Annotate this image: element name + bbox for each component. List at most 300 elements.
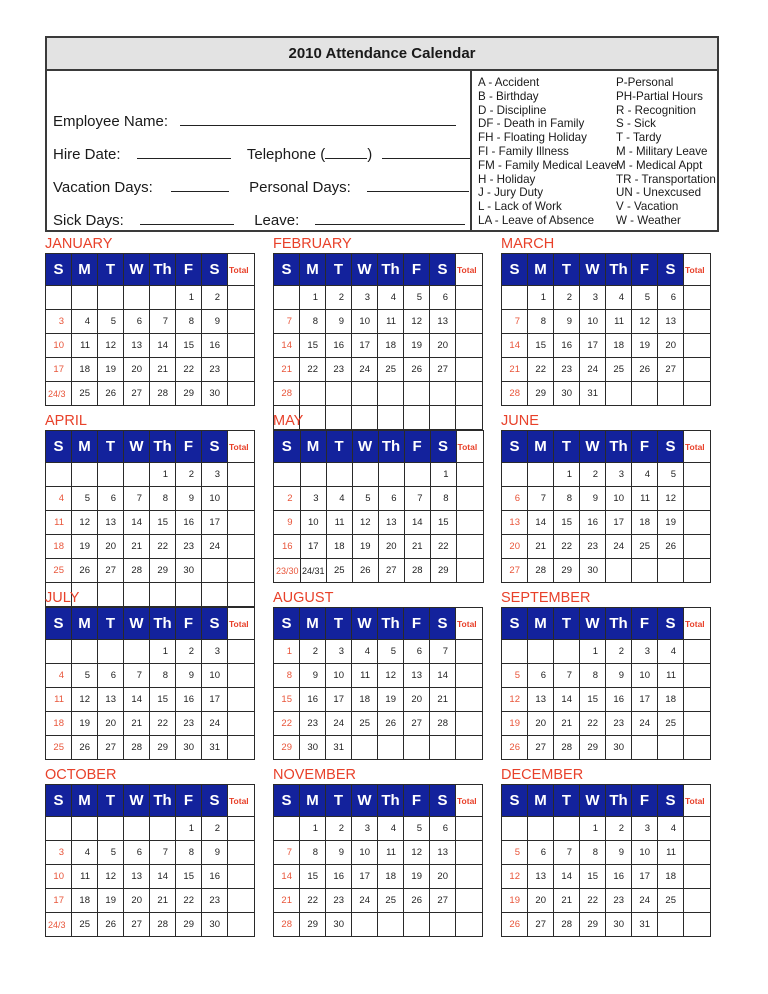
day-cell[interactable]: 10 <box>580 310 606 334</box>
day-cell[interactable]: 28 <box>150 382 176 406</box>
day-cell[interactable]: 24 <box>202 712 228 736</box>
day-cell[interactable]: 24 <box>632 712 658 736</box>
day-cell[interactable]: 12 <box>658 487 684 511</box>
day-cell[interactable] <box>554 817 580 841</box>
day-cell[interactable] <box>502 286 528 310</box>
day-cell[interactable]: 17 <box>352 334 378 358</box>
day-cell[interactable] <box>528 817 554 841</box>
day-cell[interactable]: 23 <box>300 712 326 736</box>
week-total-cell[interactable] <box>456 535 483 559</box>
day-cell[interactable]: 15 <box>580 865 606 889</box>
day-cell[interactable]: 13 <box>528 688 554 712</box>
day-cell[interactable] <box>300 382 326 406</box>
week-total-cell[interactable] <box>456 463 483 487</box>
day-cell[interactable]: 22 <box>528 358 554 382</box>
day-cell[interactable]: 19 <box>98 358 124 382</box>
day-cell[interactable]: 16 <box>326 334 352 358</box>
day-cell[interactable]: 12 <box>98 334 124 358</box>
day-cell[interactable]: 19 <box>352 535 378 559</box>
day-cell[interactable]: 16 <box>202 865 228 889</box>
day-cell[interactable] <box>202 583 228 607</box>
day-cell[interactable]: 11 <box>46 688 72 712</box>
hire-date-field[interactable] <box>137 144 231 159</box>
day-cell[interactable]: 3 <box>46 310 72 334</box>
day-cell[interactable]: 30 <box>202 913 228 937</box>
week-total-cell[interactable] <box>228 688 255 712</box>
day-cell[interactable]: 11 <box>606 310 632 334</box>
day-cell[interactable]: 28 <box>554 913 580 937</box>
day-cell[interactable]: 16 <box>580 511 606 535</box>
day-cell[interactable]: 2 <box>606 817 632 841</box>
day-cell[interactable]: 19 <box>502 889 528 913</box>
day-cell[interactable]: 20 <box>378 535 404 559</box>
day-cell[interactable]: 23/30 <box>274 559 301 583</box>
day-cell[interactable]: 3 <box>300 487 326 511</box>
day-cell[interactable]: 22 <box>554 535 580 559</box>
day-cell[interactable]: 7 <box>124 487 150 511</box>
day-cell[interactable]: 7 <box>150 841 176 865</box>
day-cell[interactable]: 5 <box>72 487 98 511</box>
week-total-cell[interactable] <box>684 382 711 406</box>
day-cell[interactable]: 29 <box>150 559 176 583</box>
day-cell[interactable]: 1 <box>554 463 580 487</box>
day-cell[interactable]: 29 <box>430 559 456 583</box>
day-cell[interactable]: 21 <box>150 889 176 913</box>
day-cell[interactable]: 30 <box>176 559 202 583</box>
day-cell[interactable]: 17 <box>46 889 72 913</box>
day-cell[interactable]: 31 <box>326 736 352 760</box>
day-cell[interactable]: 2 <box>606 640 632 664</box>
day-cell[interactable]: 5 <box>658 463 684 487</box>
day-cell[interactable]: 16 <box>274 535 301 559</box>
day-cell[interactable]: 8 <box>150 664 176 688</box>
day-cell[interactable]: 15 <box>554 511 580 535</box>
day-cell[interactable]: 13 <box>502 511 528 535</box>
day-cell[interactable] <box>430 406 456 430</box>
day-cell[interactable]: 14 <box>124 511 150 535</box>
day-cell[interactable]: 14 <box>150 334 176 358</box>
day-cell[interactable]: 7 <box>274 841 300 865</box>
day-cell[interactable]: 4 <box>72 310 98 334</box>
week-total-cell[interactable] <box>684 736 711 760</box>
day-cell[interactable]: 6 <box>430 817 456 841</box>
week-total-cell[interactable] <box>456 841 483 865</box>
day-cell[interactable]: 22 <box>176 358 202 382</box>
day-cell[interactable]: 9 <box>202 310 228 334</box>
day-cell[interactable]: 17 <box>580 334 606 358</box>
day-cell[interactable]: 23 <box>202 358 228 382</box>
day-cell[interactable]: 17 <box>352 865 378 889</box>
day-cell[interactable]: 21 <box>404 535 430 559</box>
week-total-cell[interactable] <box>456 334 483 358</box>
day-cell[interactable]: 28 <box>430 712 456 736</box>
day-cell[interactable]: 21 <box>274 889 300 913</box>
day-cell[interactable]: 14 <box>430 664 456 688</box>
day-cell[interactable]: 4 <box>46 664 72 688</box>
week-total-cell[interactable] <box>228 817 255 841</box>
day-cell[interactable]: 13 <box>430 310 456 334</box>
day-cell[interactable]: 22 <box>274 712 300 736</box>
day-cell[interactable]: 7 <box>404 487 430 511</box>
day-cell[interactable]: 17 <box>326 688 352 712</box>
day-cell[interactable]: 26 <box>404 358 430 382</box>
day-cell[interactable]: 14 <box>274 334 300 358</box>
day-cell[interactable]: 8 <box>300 310 326 334</box>
day-cell[interactable]: 10 <box>202 487 228 511</box>
week-total-cell[interactable] <box>684 334 711 358</box>
day-cell[interactable] <box>430 382 456 406</box>
day-cell[interactable]: 12 <box>98 865 124 889</box>
day-cell[interactable]: 2 <box>554 286 580 310</box>
day-cell[interactable]: 4 <box>606 286 632 310</box>
day-cell[interactable]: 2 <box>176 463 202 487</box>
day-cell[interactable]: 2 <box>274 487 301 511</box>
day-cell[interactable]: 20 <box>430 334 456 358</box>
day-cell[interactable]: 21 <box>150 358 176 382</box>
day-cell[interactable] <box>150 583 176 607</box>
day-cell[interactable]: 9 <box>606 664 632 688</box>
day-cell[interactable]: 3 <box>580 286 606 310</box>
day-cell[interactable]: 31 <box>632 913 658 937</box>
day-cell[interactable] <box>378 406 404 430</box>
week-total-cell[interactable] <box>684 664 711 688</box>
week-total-cell[interactable] <box>228 913 255 937</box>
day-cell[interactable]: 14 <box>528 511 554 535</box>
day-cell[interactable]: 21 <box>528 535 554 559</box>
week-total-cell[interactable] <box>456 382 483 406</box>
day-cell[interactable]: 18 <box>378 865 404 889</box>
day-cell[interactable]: 7 <box>554 841 580 865</box>
day-cell[interactable] <box>274 817 300 841</box>
day-cell[interactable]: 12 <box>378 664 404 688</box>
day-cell[interactable] <box>352 406 378 430</box>
day-cell[interactable]: 9 <box>554 310 580 334</box>
week-total-cell[interactable] <box>456 511 483 535</box>
week-total-cell[interactable] <box>456 688 483 712</box>
day-cell[interactable]: 12 <box>352 511 378 535</box>
day-cell[interactable]: 17 <box>632 865 658 889</box>
day-cell[interactable] <box>300 406 326 430</box>
day-cell[interactable]: 26 <box>72 736 98 760</box>
day-cell[interactable]: 15 <box>150 511 176 535</box>
day-cell[interactable]: 29 <box>300 913 326 937</box>
day-cell[interactable]: 26 <box>98 382 124 406</box>
day-cell[interactable]: 3 <box>606 463 632 487</box>
day-cell[interactable]: 12 <box>404 310 430 334</box>
week-total-cell[interactable] <box>228 358 255 382</box>
day-cell[interactable]: 26 <box>632 358 658 382</box>
day-cell[interactable]: 14 <box>404 511 430 535</box>
day-cell[interactable]: 4 <box>658 640 684 664</box>
day-cell[interactable]: 15 <box>176 334 202 358</box>
day-cell[interactable]: 17 <box>300 535 326 559</box>
day-cell[interactable]: 12 <box>72 511 98 535</box>
day-cell[interactable]: 9 <box>274 511 301 535</box>
day-cell[interactable] <box>352 382 378 406</box>
day-cell[interactable]: 19 <box>658 511 684 535</box>
day-cell[interactable]: 18 <box>632 511 658 535</box>
day-cell[interactable]: 13 <box>124 334 150 358</box>
day-cell[interactable]: 9 <box>176 487 202 511</box>
day-cell[interactable]: 8 <box>274 664 300 688</box>
day-cell[interactable]: 25 <box>658 889 684 913</box>
day-cell[interactable]: 3 <box>352 286 378 310</box>
day-cell[interactable]: 19 <box>378 688 404 712</box>
day-cell[interactable]: 8 <box>554 487 580 511</box>
day-cell[interactable]: 29 <box>150 736 176 760</box>
day-cell[interactable]: 6 <box>528 664 554 688</box>
day-cell[interactable]: 21 <box>430 688 456 712</box>
day-cell[interactable]: 10 <box>326 664 352 688</box>
day-cell[interactable]: 30 <box>606 913 632 937</box>
day-cell[interactable]: 14 <box>274 865 300 889</box>
employee-name-field[interactable] <box>180 111 456 126</box>
day-cell[interactable]: 22 <box>300 358 326 382</box>
day-cell[interactable] <box>632 559 658 583</box>
day-cell[interactable] <box>378 382 404 406</box>
day-cell[interactable]: 20 <box>404 688 430 712</box>
day-cell[interactable]: 23 <box>580 535 606 559</box>
day-cell[interactable]: 18 <box>606 334 632 358</box>
day-cell[interactable] <box>150 286 176 310</box>
day-cell[interactable]: 4 <box>46 487 72 511</box>
day-cell[interactable]: 1 <box>528 286 554 310</box>
day-cell[interactable] <box>98 463 124 487</box>
day-cell[interactable]: 6 <box>124 841 150 865</box>
week-total-cell[interactable] <box>456 865 483 889</box>
day-cell[interactable]: 1 <box>300 817 326 841</box>
week-total-cell[interactable] <box>684 913 711 937</box>
day-cell[interactable]: 15 <box>176 865 202 889</box>
day-cell[interactable] <box>176 583 202 607</box>
day-cell[interactable] <box>300 463 326 487</box>
week-total-cell[interactable] <box>228 841 255 865</box>
day-cell[interactable]: 28 <box>274 913 300 937</box>
week-total-cell[interactable] <box>456 310 483 334</box>
day-cell[interactable]: 21 <box>274 358 300 382</box>
day-cell[interactable] <box>72 640 98 664</box>
day-cell[interactable]: 22 <box>150 535 176 559</box>
day-cell[interactable]: 25 <box>352 712 378 736</box>
day-cell[interactable]: 6 <box>430 286 456 310</box>
day-cell[interactable]: 23 <box>606 712 632 736</box>
day-cell[interactable]: 20 <box>124 358 150 382</box>
week-total-cell[interactable] <box>228 286 255 310</box>
day-cell[interactable] <box>404 382 430 406</box>
week-total-cell[interactable] <box>684 511 711 535</box>
day-cell[interactable]: 26 <box>378 712 404 736</box>
day-cell[interactable] <box>404 913 430 937</box>
day-cell[interactable]: 14 <box>554 688 580 712</box>
day-cell[interactable]: 12 <box>632 310 658 334</box>
day-cell[interactable]: 18 <box>72 889 98 913</box>
day-cell[interactable]: 25 <box>72 382 98 406</box>
week-total-cell[interactable] <box>456 913 483 937</box>
day-cell[interactable]: 2 <box>300 640 326 664</box>
day-cell[interactable] <box>124 817 150 841</box>
day-cell[interactable]: 16 <box>326 865 352 889</box>
day-cell[interactable]: 26 <box>502 736 528 760</box>
day-cell[interactable]: 5 <box>352 487 378 511</box>
day-cell[interactable]: 3 <box>326 640 352 664</box>
day-cell[interactable]: 10 <box>632 664 658 688</box>
week-total-cell[interactable] <box>456 286 483 310</box>
day-cell[interactable]: 27 <box>430 358 456 382</box>
day-cell[interactable]: 7 <box>554 664 580 688</box>
day-cell[interactable]: 12 <box>502 688 528 712</box>
week-total-cell[interactable] <box>684 817 711 841</box>
day-cell[interactable]: 6 <box>98 487 124 511</box>
day-cell[interactable]: 10 <box>300 511 326 535</box>
day-cell[interactable]: 18 <box>46 535 72 559</box>
day-cell[interactable]: 6 <box>528 841 554 865</box>
day-cell[interactable]: 1 <box>176 817 202 841</box>
week-total-cell[interactable] <box>228 334 255 358</box>
day-cell[interactable]: 24 <box>606 535 632 559</box>
day-cell[interactable] <box>658 382 684 406</box>
day-cell[interactable]: 18 <box>326 535 352 559</box>
week-total-cell[interactable] <box>684 841 711 865</box>
day-cell[interactable]: 19 <box>404 865 430 889</box>
day-cell[interactable] <box>502 817 528 841</box>
day-cell[interactable] <box>632 736 658 760</box>
day-cell[interactable]: 26 <box>502 913 528 937</box>
day-cell[interactable] <box>326 406 352 430</box>
day-cell[interactable]: 5 <box>378 640 404 664</box>
day-cell[interactable]: 7 <box>124 664 150 688</box>
day-cell[interactable]: 24/31 <box>300 559 326 583</box>
day-cell[interactable] <box>124 583 150 607</box>
day-cell[interactable]: 24 <box>202 535 228 559</box>
day-cell[interactable]: 19 <box>502 712 528 736</box>
day-cell[interactable]: 15 <box>300 334 326 358</box>
day-cell[interactable] <box>352 913 378 937</box>
day-cell[interactable] <box>326 382 352 406</box>
day-cell[interactable]: 14 <box>124 688 150 712</box>
day-cell[interactable]: 21 <box>124 535 150 559</box>
day-cell[interactable]: 23 <box>176 712 202 736</box>
day-cell[interactable]: 8 <box>528 310 554 334</box>
day-cell[interactable]: 11 <box>352 664 378 688</box>
day-cell[interactable]: 10 <box>352 310 378 334</box>
day-cell[interactable]: 9 <box>606 841 632 865</box>
day-cell[interactable]: 4 <box>632 463 658 487</box>
day-cell[interactable]: 2 <box>580 463 606 487</box>
day-cell[interactable]: 28 <box>274 382 300 406</box>
day-cell[interactable]: 20 <box>502 535 528 559</box>
day-cell[interactable]: 11 <box>378 841 404 865</box>
day-cell[interactable]: 10 <box>352 841 378 865</box>
day-cell[interactable]: 22 <box>300 889 326 913</box>
day-cell[interactable]: 6 <box>378 487 404 511</box>
week-total-cell[interactable] <box>228 712 255 736</box>
day-cell[interactable]: 1 <box>150 640 176 664</box>
day-cell[interactable]: 21 <box>502 358 528 382</box>
day-cell[interactable] <box>632 382 658 406</box>
day-cell[interactable]: 25 <box>326 559 352 583</box>
day-cell[interactable] <box>430 736 456 760</box>
day-cell[interactable]: 18 <box>378 334 404 358</box>
week-total-cell[interactable] <box>684 310 711 334</box>
day-cell[interactable]: 11 <box>378 310 404 334</box>
week-total-cell[interactable] <box>456 889 483 913</box>
day-cell[interactable] <box>554 640 580 664</box>
day-cell[interactable]: 23 <box>176 535 202 559</box>
day-cell[interactable]: 18 <box>46 712 72 736</box>
week-total-cell[interactable] <box>684 688 711 712</box>
day-cell[interactable]: 29 <box>274 736 300 760</box>
week-total-cell[interactable] <box>456 736 483 760</box>
day-cell[interactable]: 12 <box>502 865 528 889</box>
day-cell[interactable]: 13 <box>98 688 124 712</box>
week-total-cell[interactable] <box>684 889 711 913</box>
day-cell[interactable]: 24 <box>352 889 378 913</box>
week-total-cell[interactable] <box>684 286 711 310</box>
day-cell[interactable]: 29 <box>176 913 202 937</box>
day-cell[interactable]: 27 <box>124 913 150 937</box>
day-cell[interactable]: 6 <box>124 310 150 334</box>
day-cell[interactable]: 5 <box>502 841 528 865</box>
day-cell[interactable]: 2 <box>176 640 202 664</box>
day-cell[interactable] <box>46 640 72 664</box>
day-cell[interactable]: 14 <box>150 865 176 889</box>
day-cell[interactable]: 5 <box>98 310 124 334</box>
day-cell[interactable]: 10 <box>46 865 72 889</box>
leave-field[interactable] <box>315 210 465 225</box>
day-cell[interactable]: 29 <box>528 382 554 406</box>
day-cell[interactable]: 22 <box>430 535 456 559</box>
day-cell[interactable] <box>528 463 554 487</box>
week-total-cell[interactable] <box>228 487 255 511</box>
day-cell[interactable] <box>528 640 554 664</box>
day-cell[interactable]: 5 <box>98 841 124 865</box>
day-cell[interactable]: 16 <box>606 688 632 712</box>
day-cell[interactable] <box>502 640 528 664</box>
week-total-cell[interactable] <box>228 640 255 664</box>
day-cell[interactable]: 3 <box>202 463 228 487</box>
day-cell[interactable] <box>378 913 404 937</box>
day-cell[interactable]: 20 <box>98 712 124 736</box>
sick-days-field[interactable] <box>140 210 234 225</box>
week-total-cell[interactable] <box>684 535 711 559</box>
day-cell[interactable]: 21 <box>554 889 580 913</box>
day-cell[interactable]: 3 <box>352 817 378 841</box>
day-cell[interactable] <box>430 913 456 937</box>
day-cell[interactable]: 28 <box>528 559 554 583</box>
week-total-cell[interactable] <box>456 487 483 511</box>
day-cell[interactable] <box>404 463 430 487</box>
day-cell[interactable]: 31 <box>580 382 606 406</box>
day-cell[interactable]: 12 <box>404 841 430 865</box>
day-cell[interactable]: 27 <box>658 358 684 382</box>
day-cell[interactable]: 17 <box>202 511 228 535</box>
day-cell[interactable]: 13 <box>430 841 456 865</box>
day-cell[interactable] <box>606 559 632 583</box>
day-cell[interactable]: 19 <box>404 334 430 358</box>
day-cell[interactable]: 16 <box>176 688 202 712</box>
day-cell[interactable]: 24 <box>580 358 606 382</box>
day-cell[interactable] <box>352 463 378 487</box>
day-cell[interactable]: 9 <box>580 487 606 511</box>
week-total-cell[interactable] <box>684 559 711 583</box>
week-total-cell[interactable] <box>684 865 711 889</box>
day-cell[interactable]: 17 <box>46 358 72 382</box>
day-cell[interactable]: 13 <box>404 664 430 688</box>
day-cell[interactable]: 20 <box>658 334 684 358</box>
day-cell[interactable] <box>658 913 684 937</box>
day-cell[interactable]: 28 <box>502 382 528 406</box>
day-cell[interactable]: 28 <box>124 736 150 760</box>
